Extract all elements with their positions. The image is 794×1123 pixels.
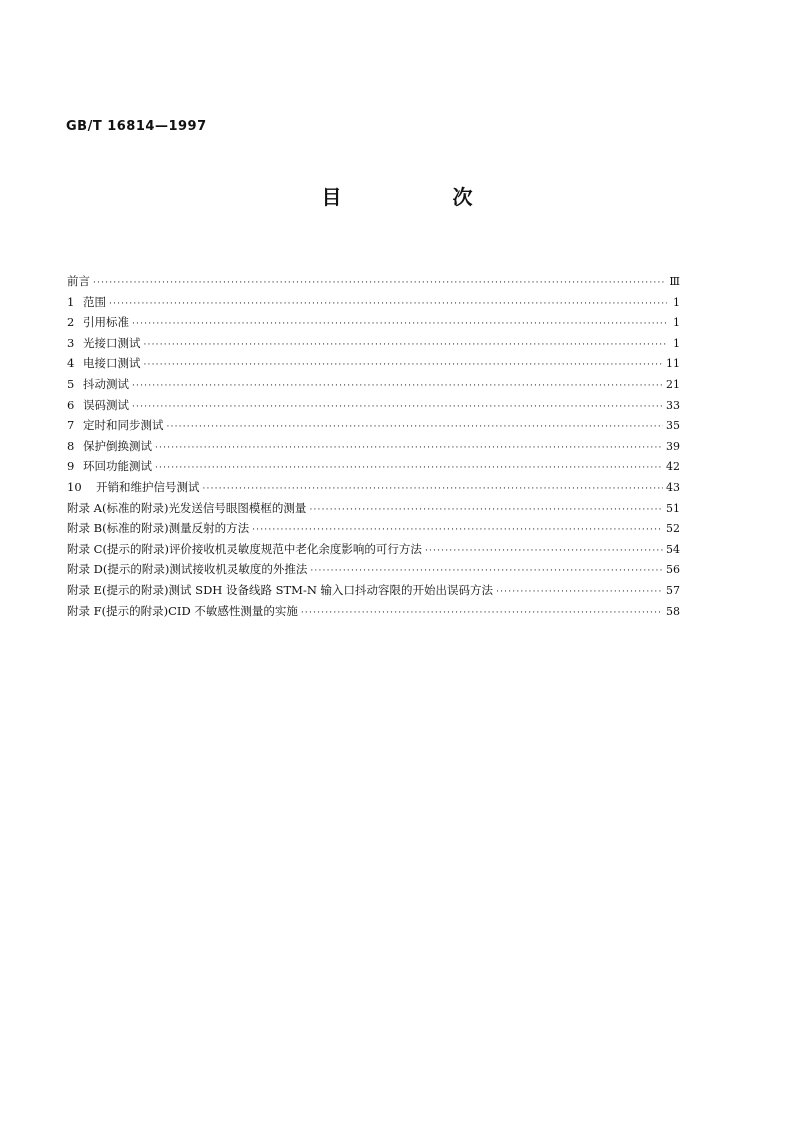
toc-entry-annex-b[interactable]	[67, 518, 680, 539]
toc-entry-label: 引用标准	[83, 315, 129, 330]
toc-entry-number: 1	[67, 294, 75, 309]
toc-entry-number: 10	[67, 479, 82, 494]
toc-entry-label: 范围	[83, 294, 106, 309]
toc-entry-7[interactable]	[67, 415, 680, 436]
toc-leader	[155, 438, 663, 459]
toc-entry-annex-d[interactable]	[67, 559, 680, 580]
toc-leader	[203, 479, 664, 500]
toc-entry-number: 7	[67, 418, 75, 433]
toc-entry-label: 光发送信号眼图模框的测量	[168, 500, 307, 515]
toc-entry-1[interactable]	[67, 292, 680, 313]
toc-entry-number: 4	[67, 356, 75, 371]
toc-entry-page: 52	[666, 522, 680, 536]
page-title: 目 次	[321, 185, 525, 209]
toc-entry-label: 前言	[67, 274, 90, 288]
toc-entry-label: 开销和维护信号测试	[96, 479, 200, 494]
toc-entry-label: 电接口测试	[83, 356, 141, 371]
toc-entry-label: 测量反射的方法	[168, 521, 250, 536]
toc-annex-prefix: 附录 B(标准的附录)	[67, 521, 169, 536]
toc-entry-8[interactable]	[67, 436, 680, 457]
toc-entry-page: 21	[666, 377, 680, 391]
toc-entry-annex-c[interactable]	[67, 539, 680, 560]
toc-entry-page: 39	[666, 439, 680, 453]
toc-annex-prefix: 附录 E(提示的附录)	[67, 582, 169, 597]
toc-leader	[301, 603, 663, 624]
toc-entry-page: 57	[666, 583, 680, 597]
toc-entry-page: 1	[673, 295, 680, 309]
toc-entry-page: 42	[666, 460, 680, 474]
toc-entry-page: 11	[666, 357, 680, 371]
toc-entry-label: 光接口测试	[83, 335, 141, 350]
toc-leader	[309, 500, 663, 521]
toc-leader	[144, 355, 664, 376]
toc-entry-label: CID 不敏感性测量的实施	[168, 603, 298, 618]
toc-entry-foreword[interactable]	[67, 271, 680, 292]
toc-entry-number: 9	[67, 459, 75, 474]
toc-entry-page: 33	[666, 398, 680, 412]
toc-entry-page: 56	[666, 563, 680, 577]
toc-entry-6[interactable]	[67, 395, 680, 416]
toc-leader	[425, 541, 663, 562]
toc-leader	[93, 273, 666, 294]
toc-entry-page: 1	[673, 336, 680, 350]
toc-entry-label: 定时和同步测试	[83, 418, 164, 433]
toc-entry-label: 误码测试	[83, 397, 129, 412]
toc-entry-2[interactable]	[67, 312, 680, 333]
toc-leader	[132, 314, 667, 335]
toc-leader	[144, 335, 668, 356]
toc-entry-number: 8	[67, 438, 75, 453]
toc-entry-5[interactable]	[67, 374, 680, 395]
toc-entry-page: 54	[666, 542, 680, 556]
table-of-contents	[67, 271, 680, 621]
toc-entry-label: 评价接收机灵敏度规范中老化余度影响的可行方法	[168, 541, 422, 556]
toc-entry-3[interactable]	[67, 333, 680, 354]
toc-leader	[167, 417, 664, 438]
toc-entry-annex-a[interactable]	[67, 498, 680, 519]
toc-entry-label: 测试接收机灵敏度的外推法	[169, 562, 308, 577]
toc-entry-page: 51	[666, 501, 680, 515]
toc-leader	[132, 397, 663, 418]
toc-leader	[310, 561, 663, 582]
toc-entry-label: 保护倒换测试	[83, 438, 152, 453]
toc-entry-page: 1	[673, 316, 680, 330]
toc-leader	[496, 582, 663, 603]
toc-entry-number: 3	[67, 335, 75, 350]
toc-entry-number: 5	[67, 376, 75, 391]
toc-annex-prefix: 附录 C(提示的附录)	[67, 541, 169, 556]
toc-leader	[155, 458, 663, 479]
toc-entry-page: 35	[666, 419, 680, 433]
toc-annex-prefix: 附录 A(标准的附录)	[67, 500, 169, 515]
toc-entry-page: 43	[666, 480, 680, 494]
toc-entry-page: Ⅲ	[669, 275, 680, 288]
toc-leader	[109, 294, 667, 315]
toc-entry-9[interactable]	[67, 456, 680, 477]
toc-entry-label: 环回功能测试	[83, 459, 152, 474]
toc-entry-number: 2	[67, 315, 75, 330]
toc-annex-prefix: 附录 F(提示的附录)	[67, 603, 169, 618]
toc-entry-label: 抖动测试	[83, 376, 129, 391]
standard-code: GB/T 16814—1997	[66, 119, 207, 134]
toc-leader	[252, 520, 663, 541]
toc-entry-number: 6	[67, 397, 75, 412]
toc-entry-label: 测试 SDH 设备线路 STM-N 输入口抖动容限的开始出误码方法	[168, 582, 494, 597]
toc-entry-10[interactable]	[67, 477, 680, 498]
toc-entry-annex-e[interactable]	[67, 580, 680, 601]
toc-entry-annex-f[interactable]	[67, 601, 680, 622]
toc-entry-4[interactable]	[67, 353, 680, 374]
toc-leader	[132, 376, 663, 397]
toc-entry-page: 58	[666, 604, 680, 618]
toc-annex-prefix: 附录 D(提示的附录)	[67, 562, 170, 577]
